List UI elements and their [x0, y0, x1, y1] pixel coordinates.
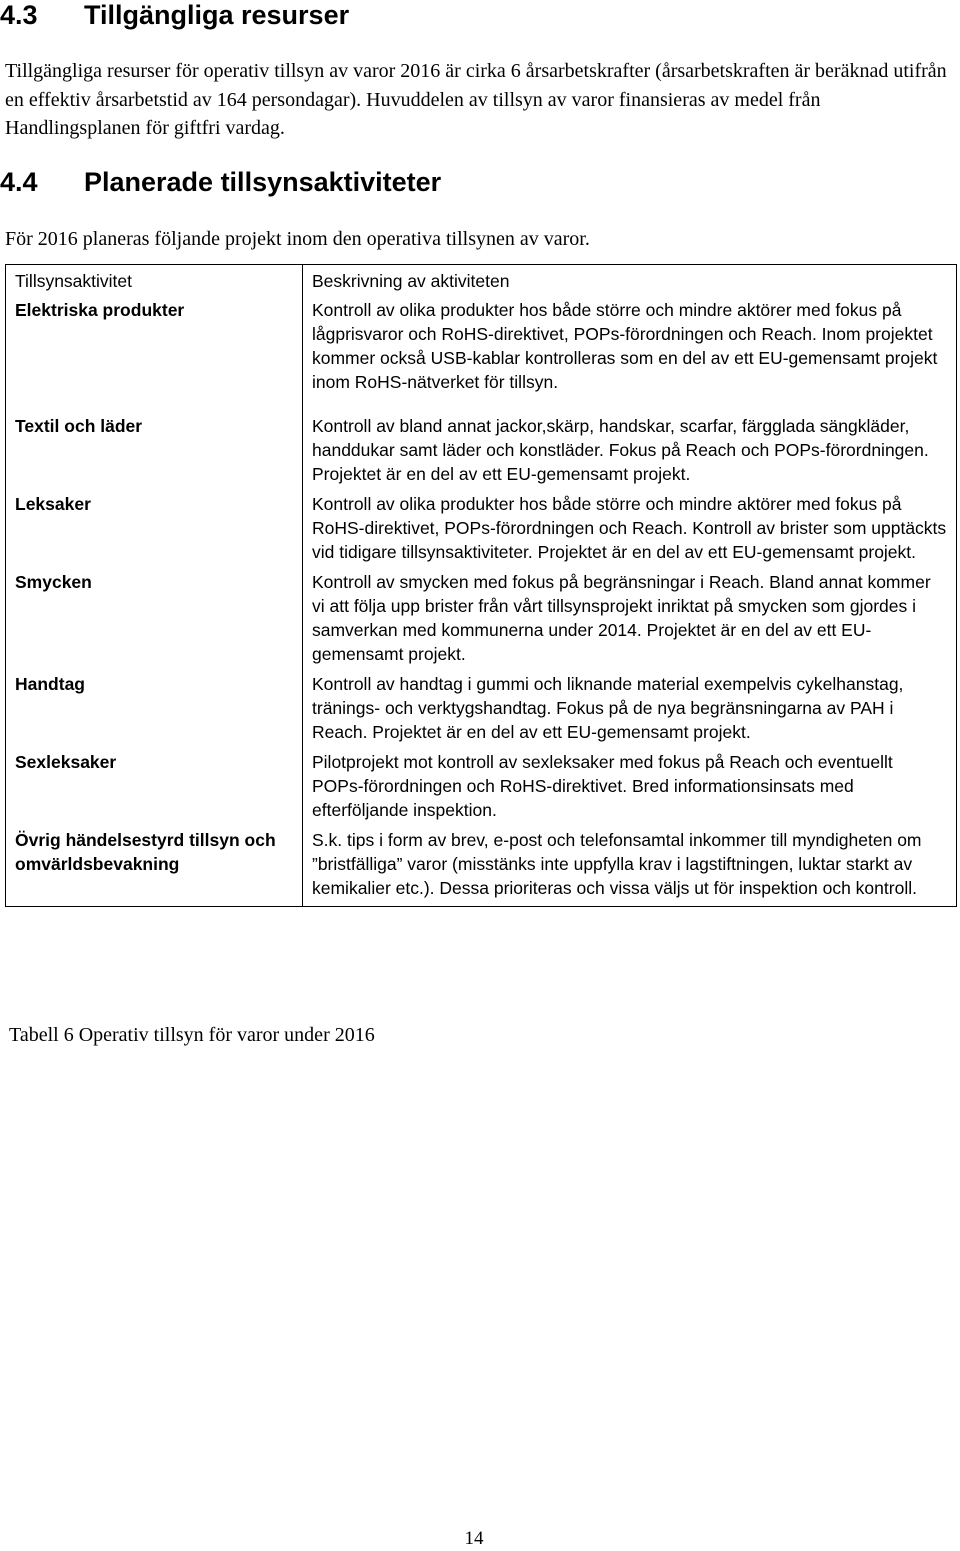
table-row	[6, 747, 957, 825]
page-number: 14	[464, 1528, 484, 1549]
resources-paragraph: Tillgängliga resurser för operativ tillsyn av varor 2016 är cirka 6 årsarbetskrafter (årsarbetskraften är beräknad utifrån en effektiv årsarbetstid av 164 persondagar). Huvuddelen av tillsyn av varor finansieras av medel från Handlingsplanen för giftfri vardag.	[5, 60, 947, 139]
section-heading-4-4	[0, 167, 441, 197]
table-row	[6, 489, 957, 567]
section-title: Tillgängliga resurser	[84, 0, 350, 30]
description-cell: Kontroll av bland annat jackor,skärp, handskar, scarfar, färgglada sängkläder, handdukar samt läder och konstläder. Fokus på Reach och POPs-förordningen. Projektet är en del av ett EU-gemensamt projekt.	[303, 411, 957, 489]
section-title: Planerade tillsynsaktiviteter	[84, 167, 442, 197]
column-header-activity: Tillsynsaktivitet	[6, 265, 303, 296]
planned-activities-paragraph: För 2016 planeras följande projekt inom den operativa tillsynen av varor.	[5, 228, 590, 250]
description-cell: Pilotprojekt mot kontroll av sexleksaker med fokus på Reach och eventuellt POPs-förordningen och RoHS-direktivet. Bred informationsinsats med efterföljande inspektion.	[303, 747, 957, 825]
activity-cell: Elektriska produkter	[6, 295, 303, 411]
description-cell: Kontroll av handtag i gummi och liknande material exempelvis cykelhanstag, tränings- och verktygshandtag. Fokus på de nya begränsningarna av PAH i Reach. Projektet är en del av ett EU-gemensamt projekt.	[303, 669, 957, 747]
column-header-description: Beskrivning av aktiviteten	[303, 265, 957, 296]
section-heading-4-3	[0, 0, 349, 30]
table-row	[6, 411, 957, 489]
table-row	[6, 567, 957, 669]
table-row	[6, 295, 957, 411]
table-row	[6, 825, 957, 907]
activity-cell: Textil och läder	[6, 411, 303, 489]
description-cell: Kontroll av smycken med fokus på begränsningar i Reach. Bland annat kommer vi att följa upp brister från vårt tillsynsprojekt inriktat på smycken som gjordes i samverkan med kommunerna under 2014. Projektet är en del av ett EU-gemensamt projekt.	[303, 567, 957, 669]
activity-cell: Handtag	[6, 669, 303, 747]
table-header-row	[6, 265, 957, 296]
description-cell: Kontroll av olika produkter hos både större och mindre aktörer med fokus på RoHS-direktivet, POPs-förordningen och Reach. Kontroll av brister som upptäckts vid tidigare tillsynsaktiviteter. Projektet är en del av ett EU-gemensamt projekt.	[303, 489, 957, 567]
description-cell: Kontroll av olika produkter hos både större och mindre aktörer med fokus på lågprisvaror och RoHS-direktivet, POPs-förordningen och Reach. Inom projektet kommer också USB-kablar kontrolleras som en del av ett EU-gemensamt projekt inom RoHS-nätverket för tillsyn.	[303, 295, 957, 411]
section-number: 4.3	[0, 0, 38, 30]
section-number: 4.4	[0, 167, 38, 197]
table-caption: Tabell 6 Operativ tillsyn för varor under 2016	[9, 1024, 375, 1046]
activity-cell: Leksaker	[6, 489, 303, 567]
activity-cell: Sexleksaker	[6, 747, 303, 825]
activity-cell: Smycken	[6, 567, 303, 669]
activity-cell: Övrig händelsestyrd tillsyn och omvärldsbevakning	[6, 825, 303, 907]
activities-table	[5, 264, 957, 907]
table-row	[6, 669, 957, 747]
description-cell: S.k. tips i form av brev, e-post och telefonsamtal inkommer till myndigheten om ”bristfälliga” varor (misstänks inte uppfylla krav i lagstiftningen, luktar starkt av kemikalier etc.). Dessa prioriteras och vissa väljs ut för inspektion och kontroll.	[303, 825, 957, 907]
